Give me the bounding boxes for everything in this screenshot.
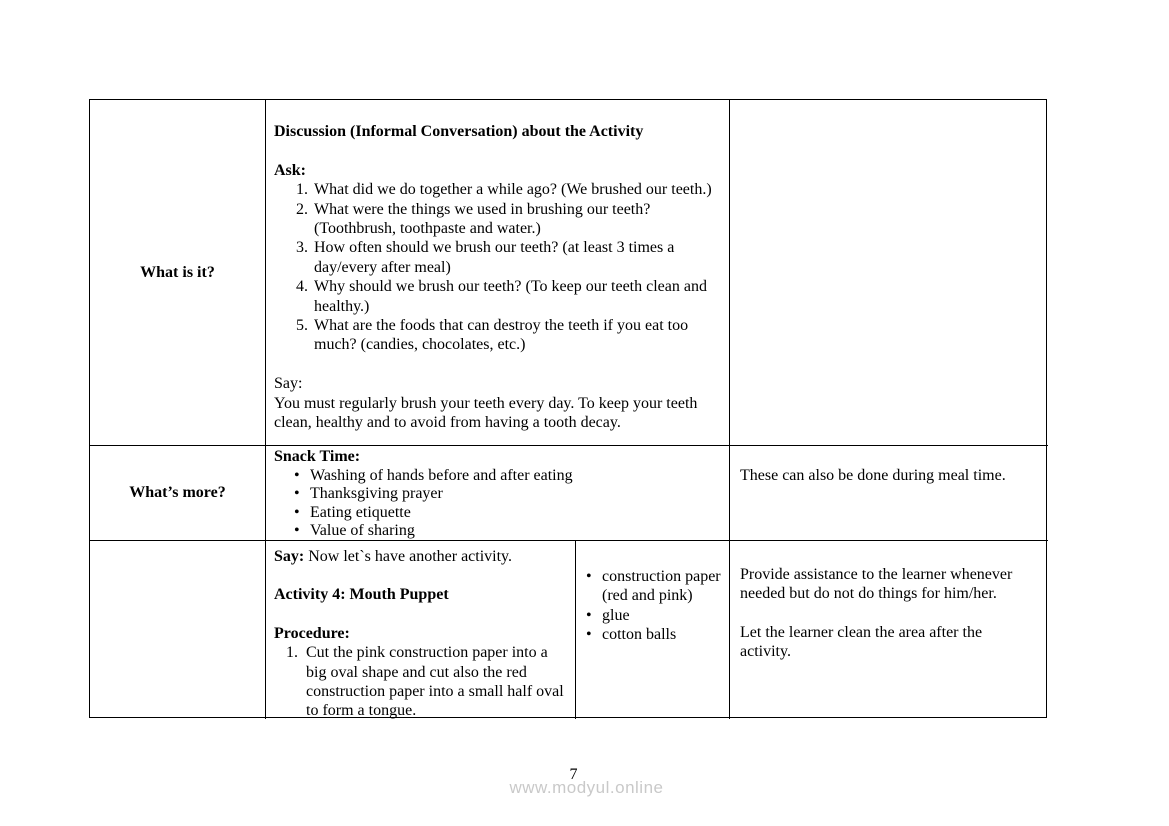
guidance-note: Provide assistance to the learner whenever needed but do not do things for him/her. [740,566,1013,603]
discussion-cell [266,100,730,446]
blank-line [274,141,719,160]
snack-time-list [274,467,719,541]
guidance-cell [730,541,1048,719]
say-label: Say: [274,548,305,565]
lesson-plan-table [89,99,1047,718]
row-label-whats-more [90,446,266,541]
procedure-label: Procedure: [274,624,350,642]
blank-line [274,355,719,374]
ask-question: 1. What did we do together a while ago? (We brushed our teeth.) [312,180,719,199]
row-label-what-is-it [90,100,266,446]
discussion-heading: Discussion (Informal Conversation) about the Activity [274,123,644,140]
row-label-text: What’s more? [129,484,226,502]
ask-question: 5. What are the foods that can destroy the teeth if you eat too much? (candies, chocolates, etc.) [312,316,719,355]
row3-empty-label-cell [90,541,266,719]
blank-line [274,605,567,624]
activity-title: Activity 4: Mouth Puppet [274,586,449,604]
ask-label: Ask: [274,161,307,179]
blank-line [274,566,567,585]
snack-item: • Eating etiquette [294,504,719,523]
row1-empty-note-cell [730,100,1048,446]
page-number: 7 [569,766,578,783]
material-item: • glue [586,606,723,625]
procedure-step: 1. Cut the pink construction paper into a big oval shape and cut also the red construction paper into a small half oval to form a tongue. [302,643,567,719]
activity-say-line [274,547,567,566]
ask-question: 4. Why should we brush our teeth? (To keep our teeth clean and healthy.) [312,277,719,316]
material-item: • cotton balls [586,625,723,644]
snack-item: • Value of sharing [294,522,719,541]
ask-question: 3. How often should we brush our teeth? (at least 3 times a day/every after meal) [312,238,719,277]
procedure-step-list [274,643,567,719]
material-item: • construction paper (red and pink) [586,567,723,606]
snack-item: • Thanksgiving prayer [294,485,719,504]
activity-cell [266,541,576,719]
watermark: www.modyul.online [509,778,664,797]
meal-time-note: These can also be done during meal time. [740,467,1006,484]
guidance-note: Let the learner clean the area after the activity. [740,623,983,661]
meal-time-note-cell [730,446,1048,541]
say-text: Now let`s have another activity. [308,548,513,565]
materials-cell [576,541,730,719]
ask-question-list [274,180,719,355]
blank-line [740,604,1034,623]
row-label-text: What is it? [140,263,215,281]
materials-list [586,567,723,645]
ask-question: 2. What were the things we used in brushing our teeth? (Toothbrush, toothpaste and water.) [312,200,719,239]
snack-item: • Washing of hands before and after eating [294,467,719,486]
say-text: You must regularly brush your teeth every day. To keep your teeth clean, healthy and to avoid from having a tooth decay. [274,394,698,432]
say-label: Say: [274,375,303,393]
snack-time-cell [266,446,730,541]
snack-time-heading: Snack Time: [274,448,361,465]
